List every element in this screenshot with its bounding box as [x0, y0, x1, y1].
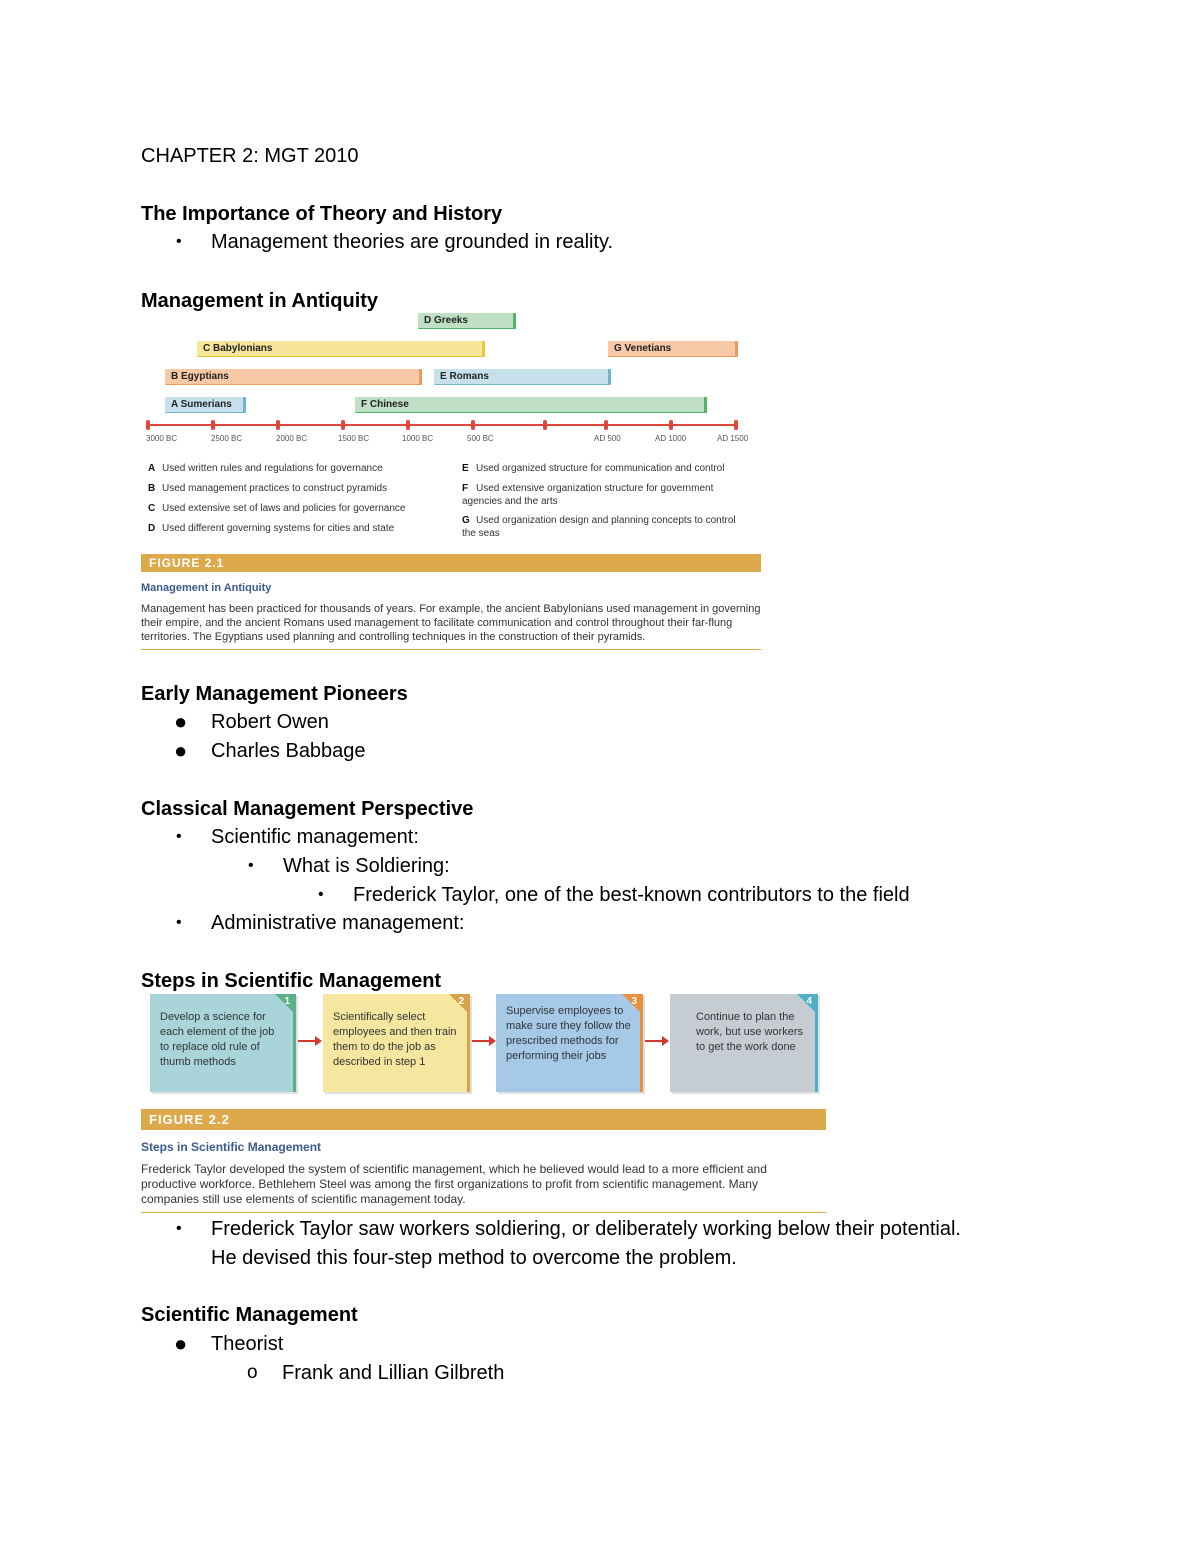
heading-importance: The Importance of Theory and History — [141, 203, 503, 225]
step-number: 4 — [806, 996, 812, 1007]
bullet-text: Theorist — [211, 1333, 284, 1355]
timeline-bar-chinese: F Chinese — [355, 397, 707, 413]
bullet-icon: • — [318, 886, 324, 903]
figure-title: Steps in Scientific Management — [141, 1140, 322, 1154]
legend-key: D — [148, 523, 156, 534]
axis-tick — [406, 420, 410, 430]
legend-text: Used extensive set of laws and policies for governance — [162, 503, 406, 514]
axis-tick — [543, 420, 547, 430]
axis-tick — [604, 420, 608, 430]
legend-key: C — [148, 503, 156, 514]
figure-divider — [141, 1212, 826, 1213]
circle-bullet-icon: o — [247, 1362, 258, 1383]
arrow-icon — [298, 1040, 320, 1042]
axis-label: AD 1500 — [717, 434, 749, 443]
arrow-icon — [645, 1040, 667, 1042]
legend-item-g — [462, 514, 747, 540]
legend-item-e — [462, 462, 747, 475]
bullet-icon: • — [176, 1220, 182, 1237]
legend-text: Used organization design and planning concepts to control the seas — [462, 515, 736, 539]
timeline-bar-egyptians: B Egyptians — [165, 369, 422, 385]
timeline-bar-venetians: G Venetians — [608, 341, 738, 357]
step-text: Continue to plan the work, but use workers to get the work done — [696, 1011, 803, 1053]
bullet-text: Frederick Taylor saw workers soldiering, or deliberately working below their potential. — [211, 1218, 961, 1240]
bullet-icon: • — [176, 914, 182, 931]
heading-steps: Steps in Scientific Management — [141, 970, 442, 992]
step-card-3 — [496, 994, 643, 1092]
bullet-text: Administrative management: — [211, 912, 465, 934]
legend-item-d — [148, 522, 438, 535]
legend-item-f — [462, 482, 747, 508]
heading-pioneers: Early Management Pioneers — [141, 683, 408, 705]
heading-antiquity: Management in Antiquity — [141, 290, 379, 312]
bullet-icon: ● — [174, 738, 188, 763]
axis-tick — [211, 420, 215, 430]
legend-key: F — [462, 483, 469, 494]
legend-key: G — [462, 515, 470, 526]
axis-label: 1500 BC — [338, 434, 370, 443]
bullet-text: Frank and Lillian Gilbreth — [282, 1362, 505, 1384]
axis-label: 2000 BC — [276, 434, 308, 443]
bullet-text-continued: He devised this four-step method to overcome the problem. — [211, 1247, 737, 1269]
heading-classical: Classical Management Perspective — [141, 798, 474, 820]
legend-text: Used organized structure for communication and control — [476, 463, 725, 474]
legend-key: B — [148, 483, 156, 494]
axis-tick — [341, 420, 345, 430]
step-number: 3 — [631, 996, 637, 1007]
axis-label: AD 1000 — [655, 434, 687, 443]
legend-text: Used management practices to construct pyramids — [162, 483, 388, 494]
step-text: Supervise employees to make sure they follow the prescribed methods for performing their jobs — [506, 1005, 631, 1062]
bullet-icon: ● — [174, 1331, 188, 1356]
legend-item-b — [148, 482, 438, 495]
heading-scientific: Scientific Management — [141, 1304, 358, 1326]
axis-tick — [669, 420, 673, 430]
step-card-1 — [150, 994, 296, 1092]
figure-band: FIGURE 2.2 — [141, 1109, 826, 1130]
timeline-bar-greeks: D Greeks — [418, 313, 516, 329]
axis-tick — [734, 420, 738, 430]
step-card-2 — [323, 994, 470, 1092]
bullet-icon: • — [248, 857, 254, 874]
axis-label: 500 BC — [467, 434, 494, 443]
legend-item-c — [148, 502, 438, 515]
step-text: Scientifically select employees and then train them to do the job as described in step 1 — [333, 1011, 457, 1068]
bullet-text: Robert Owen — [211, 711, 329, 733]
timeline-axis — [148, 424, 738, 426]
chapter-title: CHAPTER 2: MGT 2010 — [141, 145, 359, 167]
legend-item-a — [148, 462, 438, 475]
axis-tick — [276, 420, 280, 430]
legend-text: Used written rules and regulations for governance — [162, 463, 383, 474]
legend-text: Used extensive organization structure for government agencies and the arts — [462, 483, 714, 507]
legend-key: E — [462, 463, 469, 474]
timeline-bar-sumerians: A Sumerians — [165, 397, 246, 413]
timeline-bar-romans: E Romans — [434, 369, 611, 385]
step-number: 2 — [458, 996, 464, 1007]
step-number: 1 — [284, 996, 290, 1007]
legend-key: A — [148, 463, 156, 474]
bullet-icon: • — [176, 233, 182, 250]
figure-caption: Management has been practiced for thousands of years. For example, the ancient Babylonians used management in governing their empire, and the ancient Romans used management to facilitate communication and control throughout their far-flung territories. The Egyptians used planning and controlling techniques in the construction of their pyramids. — [141, 603, 761, 643]
axis-label: AD 500 — [594, 434, 621, 443]
axis-label: 3000 BC — [146, 434, 178, 443]
bullet-text: Scientific management: — [211, 826, 419, 848]
axis-label: 1000 BC — [402, 434, 434, 443]
bullet-text: What is Soldiering: — [283, 855, 450, 877]
axis-label: 2500 BC — [211, 434, 243, 443]
timeline-bar-babylonians: C Babylonians — [197, 341, 485, 357]
bullet-icon: • — [176, 828, 182, 845]
bullet-text: Frederick Taylor, one of the best-known contributors to the field — [353, 884, 910, 906]
figure-title: Management in Antiquity — [141, 582, 272, 594]
arrow-icon — [472, 1040, 494, 1042]
figure-divider — [141, 649, 761, 650]
figure-band: FIGURE 2.1 — [141, 554, 761, 572]
bullet-text: Management theories are grounded in reality. — [211, 231, 614, 253]
axis-tick — [471, 420, 475, 430]
bullet-icon: ● — [174, 709, 188, 734]
axis-tick — [146, 420, 150, 430]
step-text: Develop a science for each element of the job to replace old rule of thumb methods — [160, 1011, 275, 1068]
step-card-4 — [670, 994, 818, 1092]
figure-caption: Frederick Taylor developed the system of scientific management, which he believed would lead to a more efficient and productive workforce. Bethlehem Steel was among the first organizations to profit from scientific management. Many companies still use elements of scientific management today. — [141, 1162, 767, 1206]
legend-text: Used different governing systems for cities and state — [162, 523, 395, 534]
bullet-text: Charles Babbage — [211, 740, 366, 762]
